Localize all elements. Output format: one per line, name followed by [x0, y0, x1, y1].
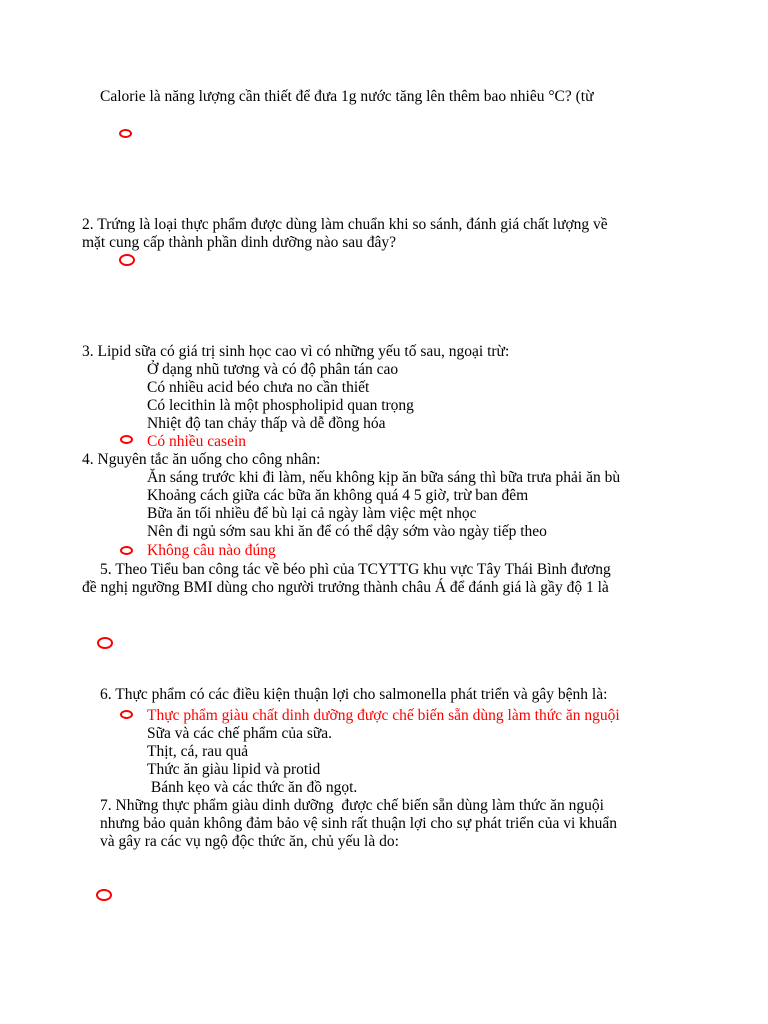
- question-4-option-4: Nên đi ngủ sớm sau khi ăn để có thể dậy sớm vào ngày tiếp theo: [147, 523, 547, 540]
- question-6-text: 6. Thực phẩm có các điều kiện thuận lợi cho salmonella phát triển và gây bệnh là:: [100, 686, 608, 703]
- question-4-text: 4. Nguyên tắc ăn uống cho công nhân:: [82, 451, 321, 468]
- question-4-option-2: Khoảng cách giữa các bữa ăn không quá 4 5 giờ, trừ ban đêm: [147, 487, 529, 504]
- question-6-option-2: Sữa và các chế phẩm của sữa.: [147, 725, 333, 742]
- answer-radio-q7[interactable]: [96, 889, 112, 901]
- question-5-text-line-2: đề nghị ngưỡng BMI dùng cho người trưởng thành châu Á để đánh giá là gầy độ 1 là: [82, 579, 609, 596]
- question-3-option-2: Có nhiều acid béo chưa no cần thiết: [147, 379, 370, 396]
- answer-radio-q5[interactable]: [97, 637, 113, 649]
- question-7-text-line-3: và gây ra các vụ ngộ độc thức ăn, chủ yếu là do:: [100, 833, 399, 850]
- question-3-option-5-answer: Có nhiều casein: [147, 433, 247, 450]
- answer-radio-q3[interactable]: [120, 435, 133, 444]
- question-7-text-line-2: nhưng bảo quản không đảm bảo vệ sinh rất thuận lợi cho sự phát triển của vi khuẩn: [100, 815, 618, 832]
- question-7-text-line-1: 7. Những thực phẩm giàu dinh dưỡng được chế biến sẵn dùng làm thức ăn nguội: [100, 797, 604, 814]
- question-3-option-3: Có lecithin là một phospholipid quan trọng: [147, 397, 414, 414]
- answer-radio-q1[interactable]: [119, 129, 132, 138]
- answer-radio-q6[interactable]: [120, 710, 133, 719]
- question-6-option-4: Thức ăn giàu lipid và protid: [147, 761, 321, 778]
- question-5-text-line-1: 5. Theo Tiểu ban công tác về béo phì của TCYTTG khu vực Tây Thái Bình đương: [100, 561, 611, 578]
- question-1-text: Calorie là năng lượng cần thiết để đưa 1g nước tăng lên thêm bao nhiêu °C? (từ: [100, 88, 594, 105]
- question-4-option-5-answer: Không câu nào đúng: [147, 542, 276, 559]
- question-6-option-5: Bánh kẹo và các thức ăn đồ ngọt.: [147, 779, 358, 796]
- answer-radio-q4[interactable]: [120, 546, 133, 555]
- question-4-option-1: Ăn sáng trước khi đi làm, nếu không kịp ăn bữa sáng thì bữa trưa phải ăn bù: [147, 469, 621, 486]
- question-4-option-3: Bữa ăn tối nhiều để bù lại cả ngày làm việc mệt nhọc: [147, 505, 477, 522]
- answer-radio-q2[interactable]: [119, 254, 135, 266]
- question-2-text-line-1: 2. Trứng là loại thực phẩm được dùng làm chuẩn khi so sánh, đánh giá chất lượng về: [82, 216, 608, 233]
- question-3-option-4: Nhiệt độ tan chảy thấp và dễ đồng hóa: [147, 415, 386, 432]
- question-2-text-line-2: mặt cung cấp thành phần dinh dưỡng nào sau đây?: [82, 234, 397, 251]
- question-3-text: 3. Lipid sữa có giá trị sinh học cao vì có những yếu tố sau, ngoại trừ:: [82, 343, 510, 360]
- question-3-option-1: Ở dạng nhũ tương và có độ phân tán cao: [147, 361, 399, 378]
- question-6-option-3: Thịt, cá, rau quả: [147, 743, 249, 760]
- question-6-option-1-answer: Thực phẩm giàu chất dinh dưỡng được chế biến sẵn dùng làm thức ăn nguội: [147, 707, 620, 724]
